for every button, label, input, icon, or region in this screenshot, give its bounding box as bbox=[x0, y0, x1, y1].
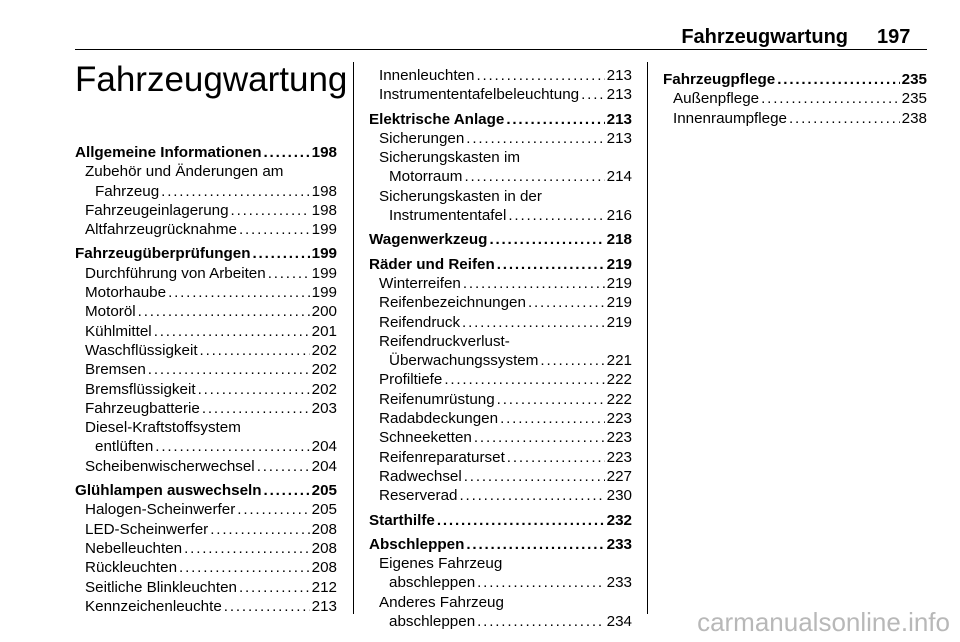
toc-entry[interactable]: Kühlmittel . . . 201 bbox=[75, 322, 337, 341]
toc-entry[interactable]: Altfahrzeugrücknahme . . . 199 bbox=[75, 220, 337, 239]
toc-entry[interactable]: Bremsflüssigkeit . . . 202 bbox=[75, 380, 337, 399]
toc-column-3 bbox=[663, 70, 927, 128]
chapter-title: Fahrzeugwartung bbox=[75, 60, 348, 99]
toc-section[interactable]: Elektrische Anlage . . . 213 bbox=[369, 110, 632, 129]
toc-entry[interactable]: Scheibenwischerwechsel . . . 204 bbox=[75, 457, 337, 476]
toc-entry[interactable]: Motorhaube . . . 199 bbox=[75, 283, 337, 302]
toc-entry[interactable]: Kennzeichenleuchte . . . 213 bbox=[75, 597, 337, 616]
toc-section[interactable]: Abschleppen . . . 233 bbox=[369, 535, 632, 554]
toc-entry[interactable]: abschleppen . . . 234 bbox=[369, 612, 632, 631]
header-title: Fahrzeugwartung bbox=[681, 26, 848, 48]
toc-entry[interactable]: Überwachungssystem . . . 221 bbox=[369, 351, 632, 370]
toc-entry-line[interactable]: Diesel-Kraftstoffsystem bbox=[85, 419, 241, 437]
toc-entry[interactable]: Fahrzeug . . . 198 bbox=[75, 182, 337, 201]
toc-entry[interactable]: Innenraumpflege . . . 238 bbox=[663, 109, 927, 128]
toc-entry[interactable]: Durchführung von Arbeiten . . . 199 bbox=[75, 264, 337, 283]
watermark: carmanualsonline.info bbox=[697, 607, 950, 637]
toc-entry[interactable]: Fahrzeugbatterie . . . 203 bbox=[75, 399, 337, 418]
toc-entry-line[interactable]: Eigenes Fahrzeug bbox=[379, 555, 503, 573]
toc-entry[interactable]: Halogen-Scheinwerfer . . . 205 bbox=[75, 500, 337, 519]
toc-entry-line[interactable]: Anderes Fahrzeug bbox=[379, 593, 504, 611]
toc-entry[interactable]: Innenleuchten . . . 213 bbox=[369, 66, 632, 85]
toc-entry[interactable]: Instrumententafel . . . 216 bbox=[369, 206, 632, 225]
toc-entry[interactable]: abschleppen . . . 233 bbox=[369, 573, 632, 592]
toc-entry[interactable]: Radwechsel . . . 227 bbox=[369, 467, 632, 486]
toc-entry[interactable]: Fahrzeugeinlagerung . . . 198 bbox=[75, 201, 337, 220]
toc-column-1 bbox=[75, 143, 337, 616]
toc-column-2 bbox=[369, 66, 632, 631]
toc-entry[interactable]: LED-Scheinwerfer . . . 208 bbox=[75, 520, 337, 539]
toc-section[interactable]: Starthilfe . . . 232 bbox=[369, 511, 632, 530]
toc-section[interactable]: Wagenwerkzeug . . . 218 bbox=[369, 230, 632, 249]
toc-entry[interactable]: Profiltiefe . . . 222 bbox=[369, 370, 632, 389]
toc-entry-line[interactable]: Sicherungskasten im bbox=[379, 149, 520, 167]
header-rule bbox=[75, 49, 927, 50]
toc-entry[interactable]: entlüften . . . 204 bbox=[75, 437, 337, 456]
toc-entry-line[interactable]: Zubehör und Änderungen am bbox=[85, 163, 284, 181]
toc-section[interactable]: Allgemeine Informationen . . . 198 bbox=[75, 143, 337, 162]
toc-entry[interactable]: Waschflüssigkeit . . . 202 bbox=[75, 341, 337, 360]
toc-entry[interactable]: Instrumententafelbeleuchtung . . . 213 bbox=[369, 85, 632, 104]
toc-entry[interactable]: Reifenbezeichnungen . . . 219 bbox=[369, 293, 632, 312]
column-divider-2 bbox=[647, 62, 648, 614]
toc-section[interactable]: Fahrzeugpflege . . . 235 bbox=[663, 70, 927, 89]
toc-entry[interactable]: Winterreifen . . . 219 bbox=[369, 274, 632, 293]
toc-entry-line[interactable]: Sicherungskasten in der bbox=[379, 187, 542, 205]
toc-entry[interactable]: Bremsen . . . 202 bbox=[75, 360, 337, 379]
toc-entry[interactable]: Motorraum . . . 214 bbox=[369, 167, 632, 186]
toc-entry[interactable]: Motoröl . . . 200 bbox=[75, 302, 337, 321]
toc-entry[interactable]: Außenpflege . . . 235 bbox=[663, 89, 927, 108]
toc-entry[interactable]: Rückleuchten . . . 208 bbox=[75, 558, 337, 577]
toc-section[interactable]: Fahrzeugüberprüfungen . . . 199 bbox=[75, 244, 337, 263]
toc-entry[interactable]: Nebelleuchten . . . 208 bbox=[75, 539, 337, 558]
toc-section[interactable]: Räder und Reifen . . . 219 bbox=[369, 255, 632, 274]
toc-entry[interactable]: Reifenreparaturset . . . 223 bbox=[369, 448, 632, 467]
toc-entry[interactable]: Reifenumrüstung . . . 222 bbox=[369, 390, 632, 409]
toc-entry[interactable]: Sicherungen . . . 213 bbox=[369, 129, 632, 148]
toc-entry[interactable]: Seitliche Blinkleuchten . . . 212 bbox=[75, 578, 337, 597]
toc-entry[interactable]: Radabdeckungen . . . 223 bbox=[369, 409, 632, 428]
toc-entry[interactable]: Schneeketten . . . 223 bbox=[369, 428, 632, 447]
toc-entry[interactable]: Reifendruck . . . 219 bbox=[369, 313, 632, 332]
header-page-number: 197 bbox=[877, 26, 911, 48]
toc-entry[interactable]: Reserverad . . . 230 bbox=[369, 486, 632, 505]
toc-entry-line[interactable]: Reifendruckverlust- bbox=[379, 332, 510, 350]
toc-section[interactable]: Glühlampen auswechseln . . . 205 bbox=[75, 481, 337, 500]
column-divider-1 bbox=[353, 62, 354, 614]
